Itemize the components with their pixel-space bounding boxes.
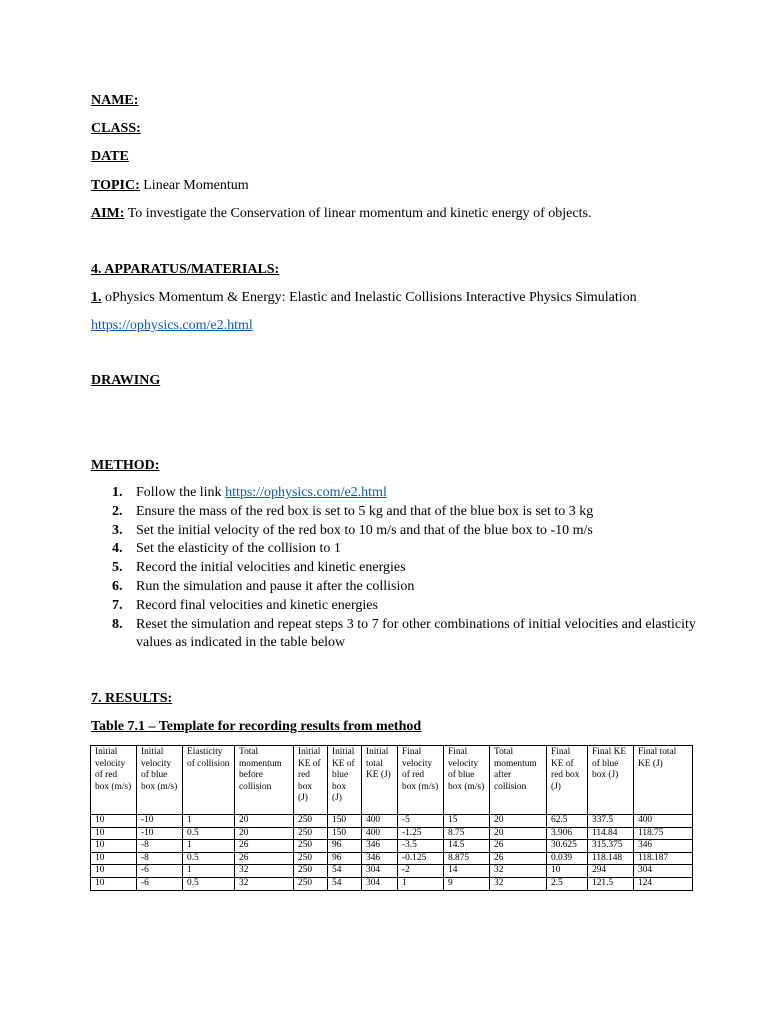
table-cell: 250 <box>294 877 328 890</box>
table-cell: 54 <box>328 877 362 890</box>
table-cell: 20 <box>235 815 294 828</box>
table-cell: 32 <box>490 865 547 878</box>
step-number: 1. <box>112 485 123 500</box>
table-cell: 0.039 <box>547 852 588 865</box>
table-cell: -3.5 <box>398 840 444 853</box>
table-cell: 304 <box>362 865 398 878</box>
step-text: Ensure the mass of the red box is set to 5 kg and that of the blue box is set to 3 kg <box>136 503 594 519</box>
apparatus-link-line <box>91 318 253 334</box>
method-step <box>90 597 696 616</box>
table-cell: 346 <box>362 840 398 853</box>
table-cell: 304 <box>362 877 398 890</box>
table-cell: 400 <box>362 827 398 840</box>
results-heading: 7. RESULTS: <box>91 691 173 706</box>
table-row <box>91 840 693 853</box>
column-header: Final KE of red box (J) <box>547 746 588 815</box>
table-cell: -1.25 <box>398 827 444 840</box>
date-label: DATE <box>91 149 129 164</box>
table-cell: 150 <box>328 827 362 840</box>
table-cell: 121.5 <box>588 877 634 890</box>
table-cell: -5 <box>398 815 444 828</box>
table-cell: -8 <box>137 852 183 865</box>
topic-label: TOPIC: <box>91 178 140 193</box>
table-cell: 9 <box>444 877 490 890</box>
table-cell: 32 <box>490 877 547 890</box>
table-cell: 346 <box>634 840 693 853</box>
table-cell: 118.148 <box>588 852 634 865</box>
apparatus-link[interactable]: https://ophysics.com/e2.html <box>91 318 253 333</box>
table-row <box>91 877 693 890</box>
step-number: 5. <box>112 560 123 576</box>
apparatus-item-text: oPhysics Momentum & Energy: Elastic and Inelastic Collisions Interactive Physics Simulation <box>105 290 637 305</box>
table-cell: 118.187 <box>634 852 693 865</box>
table-cell: 26 <box>490 852 547 865</box>
table-row <box>91 827 693 840</box>
table-row <box>91 852 693 865</box>
method-step <box>90 559 696 578</box>
table-cell: -6 <box>137 865 183 878</box>
table-cell: 20 <box>490 827 547 840</box>
apparatus-item-number: 1. <box>91 290 102 305</box>
table-cell: 10 <box>547 865 588 878</box>
method-list <box>90 484 696 653</box>
column-header: Initial total KE (J) <box>362 746 398 815</box>
table-cell: 250 <box>294 840 328 853</box>
column-header: Final KE of blue box (J) <box>588 746 634 815</box>
table-cell: 32 <box>235 865 294 878</box>
step-text: Follow the link <box>136 485 226 500</box>
drawing-heading: DRAWING <box>91 373 161 388</box>
topic-value: Linear Momentum <box>143 178 249 193</box>
aim-value: To investigate the Conservation of linear momentum and kinetic energy of objects. <box>127 206 592 221</box>
table-cell: -10 <box>137 815 183 828</box>
table-cell: 400 <box>634 815 693 828</box>
method-step <box>90 503 696 522</box>
step-number: 8. <box>112 616 123 632</box>
table-cell: 26 <box>490 840 547 853</box>
step-number: 7. <box>112 597 123 613</box>
table-cell: 250 <box>294 852 328 865</box>
method-step <box>90 540 696 559</box>
method-step <box>90 578 696 597</box>
table-cell: 10 <box>91 865 137 878</box>
table-cell: 114.84 <box>588 827 634 840</box>
table-cell: 10 <box>91 815 137 828</box>
table-cell: 1 <box>183 865 235 878</box>
table-cell: 337.5 <box>588 815 634 828</box>
column-header: Initial KE of red box (J) <box>294 746 328 815</box>
table-row <box>91 815 693 828</box>
results-table <box>90 745 693 891</box>
table-cell: 20 <box>490 815 547 828</box>
step-number: 4. <box>112 541 123 557</box>
column-header: Final velocity of blue box (m/s) <box>444 746 490 815</box>
step-text: Record final velocities and kinetic energies <box>136 597 378 613</box>
column-header: Initial velocity of red box (m/s) <box>91 746 137 815</box>
table-cell: 30.625 <box>547 840 588 853</box>
table-row <box>91 865 693 878</box>
column-header: Final total KE (J) <box>634 746 693 815</box>
step-number: 6. <box>112 578 123 594</box>
table-cell: 250 <box>294 815 328 828</box>
table-caption: Table 7.1 – Template for recording results from method <box>91 719 422 734</box>
table-cell: 10 <box>91 840 137 853</box>
table-cell: 96 <box>328 840 362 853</box>
table-cell: 26 <box>235 852 294 865</box>
table-cell: 3.906 <box>547 827 588 840</box>
step-number: 3. <box>112 522 123 538</box>
name-label: NAME: <box>91 93 139 108</box>
table-cell: 150 <box>328 815 362 828</box>
table-cell: 124 <box>634 877 693 890</box>
table-cell: 10 <box>91 852 137 865</box>
table-cell: 32 <box>235 877 294 890</box>
table-cell: 1 <box>398 877 444 890</box>
column-header: Initial KE of blue box (J) <box>328 746 362 815</box>
step-text: Record the initial velocities and kinetic energies <box>136 560 406 576</box>
table-header-row <box>91 746 693 815</box>
table-cell: 400 <box>362 815 398 828</box>
apparatus-heading: 4. APPARATUS/MATERIALS: <box>91 262 280 277</box>
table-cell: 118.75 <box>634 827 693 840</box>
table-cell: -6 <box>137 877 183 890</box>
column-header: Final velocity of red box (m/s) <box>398 746 444 815</box>
table-cell: 15 <box>444 815 490 828</box>
method-step <box>90 522 696 541</box>
table-cell: 250 <box>294 827 328 840</box>
table-cell: 1 <box>183 840 235 853</box>
step-text: Set the initial velocity of the red box to 10 m/s and that of the blue box to -10 m/s <box>136 522 593 538</box>
step-text: Run the simulation and pause it after the collision <box>136 578 415 594</box>
table-cell: 346 <box>362 852 398 865</box>
table-cell: 26 <box>235 840 294 853</box>
table-cell: -0.125 <box>398 852 444 865</box>
table-cell: 304 <box>634 865 693 878</box>
aim-label: AIM: <box>91 206 125 221</box>
table-cell: 0.5 <box>183 877 235 890</box>
table-cell: 250 <box>294 865 328 878</box>
column-header: Total momentum after collision <box>490 746 547 815</box>
table-cell: 62.5 <box>547 815 588 828</box>
column-header: Elasticity of collision <box>183 746 235 815</box>
table-cell: 294 <box>588 865 634 878</box>
column-header: Initial velocity of blue box (m/s) <box>137 746 183 815</box>
apparatus-item <box>91 290 637 306</box>
table-cell: 14 <box>444 865 490 878</box>
table-body <box>91 815 693 891</box>
table-cell: 54 <box>328 865 362 878</box>
column-header: Total momentum before collision <box>235 746 294 815</box>
method-step <box>90 616 696 654</box>
table-cell: 14.5 <box>444 840 490 853</box>
method-link[interactable]: https://ophysics.com/e2.html <box>225 485 387 500</box>
table-cell: 8.75 <box>444 827 490 840</box>
step-text: Reset the simulation and repeat steps 3 to 7 for other combinations of initial velocities and elasticity values as indicated in the table below <box>136 616 696 651</box>
table-cell: -8 <box>137 840 183 853</box>
step-text: Set the elasticity of the collision to 1 <box>136 541 341 557</box>
aim-line <box>91 206 591 222</box>
table-cell: -10 <box>137 827 183 840</box>
table-cell: -2 <box>398 865 444 878</box>
table-cell: 2.5 <box>547 877 588 890</box>
table-cell: 0.5 <box>183 827 235 840</box>
table-cell: 315.375 <box>588 840 634 853</box>
table-cell: 8.875 <box>444 852 490 865</box>
table-cell: 1 <box>183 815 235 828</box>
table-cell: 0.5 <box>183 852 235 865</box>
method-heading: METHOD: <box>91 458 160 473</box>
class-label: CLASS: <box>91 121 141 136</box>
table-cell: 96 <box>328 852 362 865</box>
step-number: 2. <box>112 503 123 519</box>
table-cell: 10 <box>91 877 137 890</box>
topic-line <box>91 178 249 194</box>
method-step <box>90 484 696 503</box>
table-cell: 10 <box>91 827 137 840</box>
table-cell: 20 <box>235 827 294 840</box>
